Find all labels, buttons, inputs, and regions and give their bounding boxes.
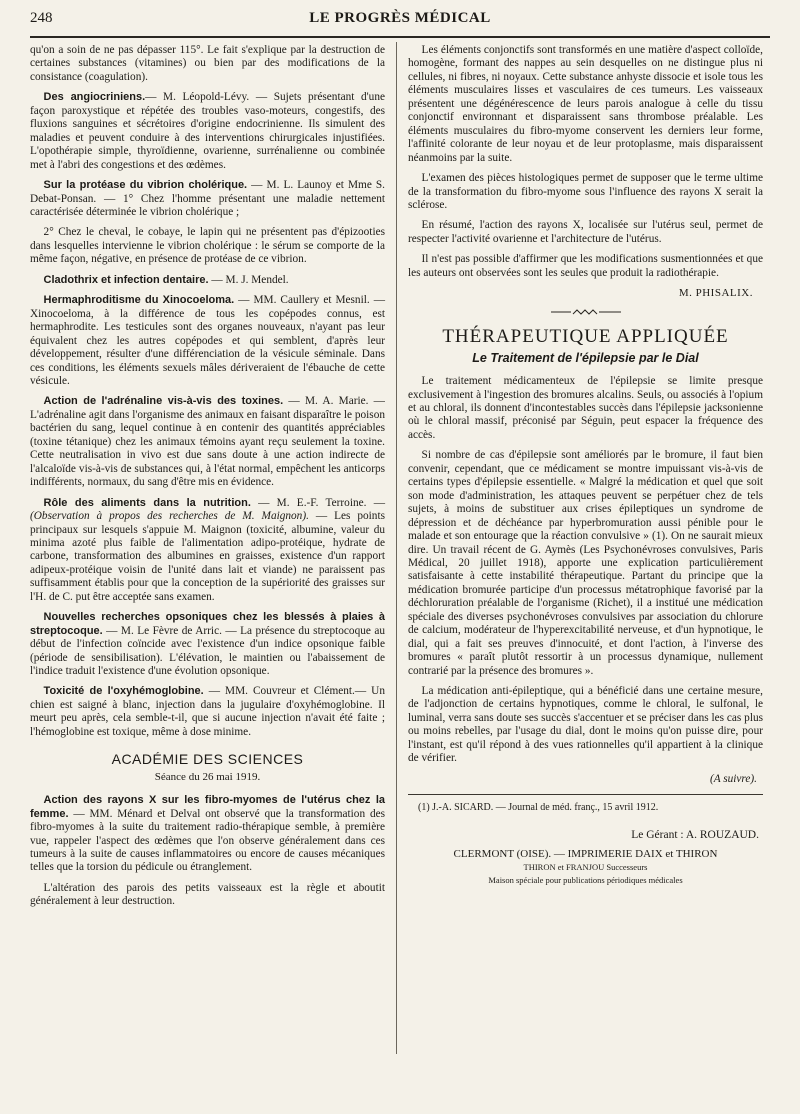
entry-author: — MM. Ménard et Delval — [68, 807, 201, 820]
article-title: Le Traitement de l'épilepsie par le Dial — [472, 350, 699, 365]
running-title: LE PROGRÈS MÉDICAL — [309, 10, 491, 26]
paragraph: qu'on a soin de ne pas dépasser 115°. Le fait s'explique par la destruction de certaines substances (vitamines) ou bien par des modifications de la consistance (coagulation). — [30, 44, 385, 83]
entry-text: L'adrénaline agit dans l'organisme des animaux en faisant disparaître le poison bactérien du sang, lequel continue à en contenir des quantités appréciables (toxine tétanique) chez les animaux témoins ayant reçu seulement la toxine. Cette neutralisation in vivo est due sans doute à une action indirecte de l'alcaloïde vis-à-vis de substances qui, à l'état normal, empêchent les anticorps indifférents, normaux, du sang d'être mis en évidence. — [30, 408, 385, 489]
entry-title: Cladothrix et infection dentaire. — [43, 273, 209, 286]
left-column — [30, 44, 385, 916]
entry-author: — M. Le Fèvre de Arric. — [102, 624, 222, 637]
entry-author: — M. J. Mendel. — [208, 273, 289, 286]
entry-cladothrix — [30, 274, 385, 287]
entry-text: — Les points principaux sur lesquels s'appuie M. Maignon (toxicité, albumine, valeur du minima azoté plus faible de l'alimentation adipo-protéique, hydrate de carbone, transformation des albumines en graisses, existence d'un rapport adipeux-protéique voisin de l'unité dans lait et viande) ne paraissent pas suffisamment établis pour que la conception de la supériorité des graisses sur l'H. de C. put être acceptée sans examen. — [30, 510, 385, 603]
footnote-rule — [408, 794, 763, 795]
paragraph: L'examen des pièces histologiques permet de supposer que le terme ultime de la transformation du fibro-myome sous l'influence des rayons X serait la sclérose. — [408, 172, 763, 211]
author-signature: M. PHISALIX. — [678, 287, 753, 300]
entry-aliments — [30, 497, 385, 605]
page-number: 248 — [30, 10, 53, 26]
entry-author: — M. A. Marie. — — [283, 395, 385, 408]
entry-title: Nouvelles recherches opsoniques chez les blessés à plaies à streptocoque. — [30, 611, 385, 637]
ornament-divider — [408, 307, 763, 320]
section-heading-academie: ACADÉMIE DES SCIENCES — [111, 751, 304, 768]
entry-text: — 1° Chez l'homme présentant une maladie nettement caractérisée déterminée le vibrion cholérique ; — [30, 192, 385, 218]
imprint-printer: CLERMONT (OISE). — IMPRIMERIE DAIX et THIRON — [453, 848, 718, 861]
entry-rayons-x — [30, 794, 385, 875]
entry-author: — M. Léopold-Lévy. — — [145, 91, 268, 104]
entry-author: — M. L. Launoy et Mme S. Debat-Ponsan. — [30, 179, 385, 205]
paragraph: La médication anti-épileptique, qui a bénéficié dans une certaine mesure, de l'adjonction de certains hypnotiques, comme le chloral, le sulfonal, le luminal, verra sans doute ses succès s'accentuer et se préciser dans les cas plus ou moins rebelles, par l'usage du dial, dont le moins qu'on puisse dire, pour l'instant, est qu'il répond à des vues rationnelles qu'il appartient à la clinique de vérifier. — [408, 685, 763, 765]
paragraph: Si nombre de cas d'épilepsie sont améliorés par le bromure, il faut bien convenir, cependant, que ce médicament se montre impuissant vis-à-vis de certains types d'épilepsie essentielle. « Malgré la médication et quel que soit son mode d'administration, les attaques peuvent se perpétuer chez de tels sujets, à moins de substituer aux crises épileptiques un syndrome de dépression et de déchéance par hyperbromuration aussi pénible pour le malade et son entourage que la réaction convulsive » (1). On ne saurait mieux dire. Un travail récent de G. Aymès (Les Psychonévroses convulsives, Paris Médical, 20 juillet 1918), apporte une explication particulièrement satisfaisante à cette instabilité thérapeutique. Partant du principe que la médication bromurée participe d'un processus métatrophique favorisé par la déchloruration préalable de l'organisme (Richet), il a institué une médication spéciale des diverses psychonévroses convulsives par association du chlorure de calcium, modérateur de l'hyperexcitabilité nerveuse, et d'un hypnotique, le dial, qui a fait ses preuves d'innocuité, et dont l'action, à l'inverse des bromures « paraît plutôt ressortir à un processus dynamique, nullement contrarié par la présence des bromures ». — [408, 449, 763, 677]
imprint-successors: THIRON et FRANJOU Successeurs — [523, 862, 648, 873]
paragraph: En résumé, l'action des rayons X, localisée sur l'utérus seul, permet de respecter l'activité ovarienne et l'architecture de l'utérus. — [408, 219, 763, 245]
entry-title: Des angiocriniens. — [43, 91, 146, 104]
entry-text: — La présence du streptocoque au début de l'infection coïncide avec l'existence d'un indice opsonique faible (période de sensibilisation). L'élévation, le maintien ou l'abaissement de l'indice traduit l'existence d'une évolution opsonique. — [30, 624, 385, 678]
paragraph: 2° Chez le cheval, le cobaye, le lapin qui ne présentent pas d'épizooties dans lesquelles intervienne le vibrion cholérique : le sérum se comporte de la même façon, négative, en présence de protéase de ce vibrion. — [30, 226, 385, 266]
entry-title: Sur la protéase du vibrion cholérique. — [43, 179, 248, 192]
entry-opsoniques — [30, 611, 385, 678]
paragraph: Le traitement médicamenteux de l'épilepsie se limite presque exclusivement à l'ingestion des bromures alcalins. Seuls, ou associés à l'opium et au chloral, ils donnent d'incontestables succès dans l'épilepsie jacksonienne où le chloral massif, préconisé par Séguin, peut espacer la fréquence des accès. — [408, 375, 763, 441]
to-be-continued: (A suivre). — [709, 772, 757, 785]
entry-author: — MM. Caullery et Mesnil. — [234, 294, 370, 307]
entry-hermaphroditisme — [30, 294, 385, 388]
entry-author: — MM. Couvreur et Clément.— — [203, 685, 367, 698]
printer-imprint — [408, 848, 763, 887]
entry-text: — Xinocoeloma, à la différence de tous les copépodes connus, est hermaphrodite. Les testicules sont des organes nouveaux, n'ayant pas leur équivalent chez les autres copépodes et qui semblent, d'après leur développement, résulter d'une différenciation de la vésicule séminale. Dans ces conditions, les éléments sexuels mâles dériveraient de l'ébauche de cette vésicule. — [30, 294, 385, 387]
entry-title: Action de l'adrénaline vis-à-vis des toxines. — [43, 395, 284, 408]
paragraph: Il n'est pas possible d'affirmer que les modifications susmentionnées et que les auteurs ont observées sont les seules que produit la radiothérapie. — [408, 253, 763, 279]
session-date: Séance du 26 mai 1919. — [154, 770, 261, 783]
entry-angiocriniens — [30, 91, 385, 172]
paragraph: Les éléments conjonctifs sont transformés en une matière d'aspect colloïde, homogène, formant des nappes au sein desquelles on ne distingue plus ni cellules, ni fibres, ni noyaux. Cette substance anhyste dissocie et isole tous les éléments musculaires lisses et vasculaires de ces tumeurs. Les vaisseaux présentent une dégénérescence de leurs parois analogue à celle du tissu conjonctif environnant et disparaissent sans thrombose préalable. Les éléments musculaires du fibro-myome conservent les derniers leur forme, l'affinité colorante de leur noyau et de leur protoplasme, mais disparaissent néanmoins par la suite. — [408, 44, 763, 164]
column-divider — [396, 42, 397, 1054]
entry-text: Un chien est saigné à blanc, injection dans la jugulaire d'oxyhémoglobine. Il meurt peu après, cela semble-t-il, que si aucune injection n'avait été faite ; l'hémoglobine est toxique, même à dose minime. — [30, 685, 385, 738]
entry-text: ont observé que la transformation des fibro-myomes à la suite du traitement radio-thérapique semble, à première vue, rappeler l'aspect des œdèmes que l'on observe généralement dans ces tumeurs à la suite de causes inflammatoires ou encore de causes mécaniques telles que la torsion du pédicule ou étranglement. — [30, 807, 386, 874]
entry-title: Toxicité de l'oxyhémoglobine. — [43, 685, 204, 698]
entry-oxyhemoglobine — [30, 685, 385, 739]
entry-text: Sujets présentant d'une façon paroxystique et répétée des troubles vaso-moteurs, congestifs, des fluxions sanguines et sécrétoires d'origine endocrinienne. Ils simulent des maladies et peuvent conduire à des interventions chirurgicales injustifiées. L'opothérapie simple, thyroïdienne, ovarienne, surrénalienne ou combinée met à l'abri des congestions et des œdèmes. — [30, 91, 385, 171]
entry-adrenaline — [30, 395, 385, 489]
entry-note: (Observation à propos des recherches de M. Maignon). — [30, 510, 309, 523]
page-header — [30, 10, 770, 30]
section-heading-therapeutique: THÉRAPEUTIQUE APPLIQUÉE — [442, 326, 729, 348]
ornament-icon — [551, 307, 621, 317]
footnote: (1) J.-A. SICARD. — Journal de méd. franç., 15 avril 1912. — [418, 802, 659, 814]
entry-title: Hermaphroditisme du Xinocoeloma. — [43, 294, 235, 307]
paragraph: L'altération des parois des petits vaisseaux est la règle et aboutit généralement à leur destruction. — [30, 881, 385, 908]
entry-title: Action des rayons X sur les fibro-myomes de l'utérus chez la femme. — [30, 794, 385, 820]
entry-title: Rôle des aliments dans la nutrition. — [43, 496, 251, 509]
imprint-specialty: Maison spéciale pour publications périodiques médicales — [488, 875, 683, 886]
header-rule — [30, 36, 770, 38]
entry-protease — [30, 179, 385, 219]
right-column — [408, 44, 763, 887]
gerant-line: Le Gérant : A. ROUZAUD. — [631, 828, 759, 841]
entry-author: — M. E.-F. Terroine. — — [250, 496, 385, 509]
